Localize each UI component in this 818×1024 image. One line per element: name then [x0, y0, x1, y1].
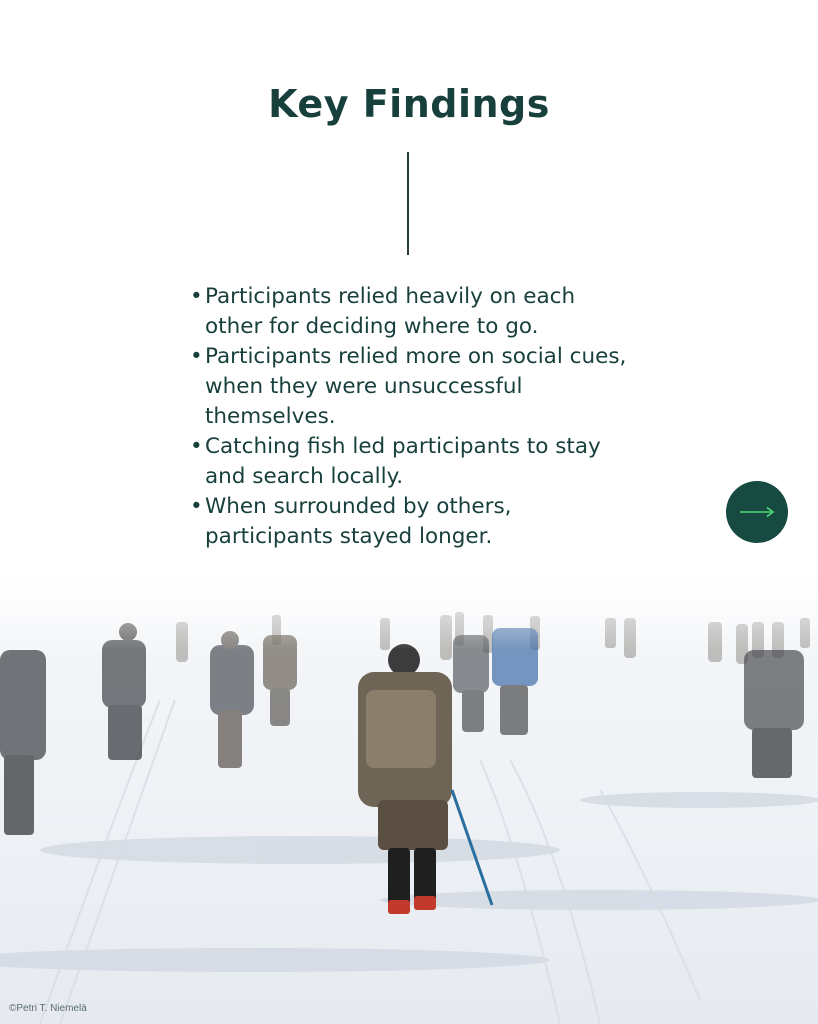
next-slide-button[interactable]	[726, 481, 788, 543]
findings-list	[190, 282, 630, 552]
photo-credit: ©Petri T. Niemelä	[9, 1003, 87, 1014]
finding-item: • Catching fish led participants to stay and search locally.	[190, 432, 630, 492]
arrow-right-icon	[738, 505, 776, 519]
finding-item: • Participants relied heavily on each other for deciding where to go.	[190, 282, 630, 342]
title-divider	[407, 152, 409, 255]
finding-item: • When surrounded by others, participants stayed longer.	[190, 492, 630, 552]
page-title: Key Findings	[268, 82, 550, 126]
finding-item: • Participants relied more on social cues, when they were unsuccessful themselves.	[190, 342, 630, 432]
